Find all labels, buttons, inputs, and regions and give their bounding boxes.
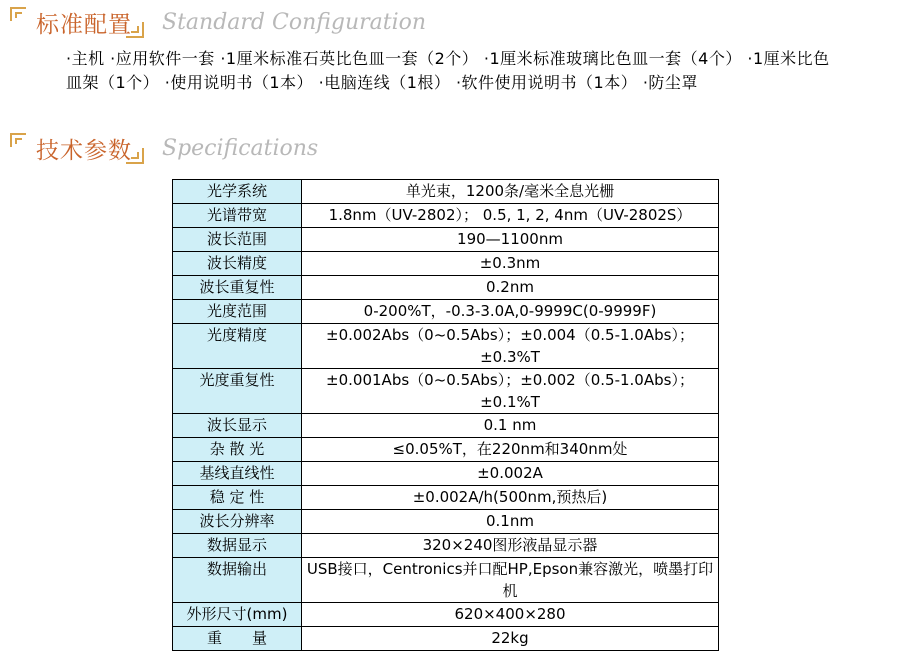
spec-value: 22kg [302, 627, 719, 651]
spec-value: ≤0.05%T，在220nm和340nm处 [302, 438, 719, 462]
corner-ornament-icon [126, 22, 144, 38]
spec-label: 杂 散 光 [173, 438, 302, 462]
specs-title-box [8, 130, 140, 166]
spec-label: 波长精度 [173, 252, 302, 276]
corner-ornament-icon [10, 7, 26, 21]
table-row [173, 204, 719, 228]
spec-label: 稳 定 性 [173, 486, 302, 510]
spec-label: 光度重复性 [173, 369, 302, 414]
spec-value: 0-200%T，-0.3-3.0A,0-9999C(0-9999F) [302, 300, 719, 324]
spec-label: 波长分辨率 [173, 510, 302, 534]
table-row [173, 510, 719, 534]
table-row [173, 627, 719, 651]
spec-value: ±0.002A/h(500nm,预热后) [302, 486, 719, 510]
config-title-box [8, 4, 140, 40]
table-row [173, 180, 719, 204]
spec-value: USB接口，Centronics并口配HP,Epson兼容激光，喷墨打印机 [302, 558, 719, 603]
spec-value: ±0.002A [302, 462, 719, 486]
spec-value: 单光束，1200条/毫米全息光栅 [302, 180, 719, 204]
specs-cn-title: 技术参数 [36, 137, 132, 164]
table-row [173, 300, 719, 324]
table-row [173, 276, 719, 300]
spec-value: 320×240图形液晶显示器 [302, 534, 719, 558]
table-row [173, 414, 719, 438]
corner-ornament-icon [126, 148, 144, 164]
specs-section-header [8, 130, 318, 166]
spec-label: 光度精度 [173, 324, 302, 369]
specs-en-title: Specifications [162, 135, 319, 161]
spec-value: ±0.002Abs（0~0.5Abs）；±0.004（0.5-1.0Abs）；±0.3%T [302, 324, 719, 369]
spec-label: 基线直线性 [173, 462, 302, 486]
table-row [173, 324, 719, 369]
spec-value: 1.8nm（UV-2802）； 0.5, 1, 2, 4nm（UV-2802S） [302, 204, 719, 228]
spec-label: 数据显示 [173, 534, 302, 558]
spec-label: 波长重复性 [173, 276, 302, 300]
spec-label: 光学系统 [173, 180, 302, 204]
spec-value: 0.1nm [302, 510, 719, 534]
table-row [173, 462, 719, 486]
config-section-header [8, 4, 426, 40]
table-row [173, 438, 719, 462]
spec-value: ±0.001Abs（0~0.5Abs）；±0.002（0.5-1.0Abs）；±0.1%T [302, 369, 719, 414]
spec-label: 光谱带宽 [173, 204, 302, 228]
config-list-text: ·主机 ·应用软件一套 ·1厘米标准石英比色皿一套（2个） ·1厘米标准玻璃比色皿一套（4个） ·1厘米比色皿架（1个） ·使用说明书（1本） ·电脑连线（1根） ·软件使用说明书（1本） ·防尘罩 [66, 49, 830, 92]
config-en-title: Standard Configuration [162, 9, 427, 35]
table-row [173, 369, 719, 414]
table-row [173, 558, 719, 603]
spec-value: 0.2nm [302, 276, 719, 300]
spec-value: ±0.3nm [302, 252, 719, 276]
spec-value: 190—1100nm [302, 228, 719, 252]
spec-table [172, 179, 719, 651]
config-cn-title: 标准配置 [36, 11, 132, 38]
spec-label: 光度范围 [173, 300, 302, 324]
corner-ornament-icon [10, 133, 26, 147]
spec-label: 数据输出 [173, 558, 302, 603]
table-row [173, 603, 719, 627]
table-row [173, 534, 719, 558]
table-row [173, 228, 719, 252]
spec-value: 620×400×280 [302, 603, 719, 627]
spec-value: 0.1 nm [302, 414, 719, 438]
spec-label: 波长显示 [173, 414, 302, 438]
spec-label: 波长范围 [173, 228, 302, 252]
spec-label: 重 量 [173, 627, 302, 651]
table-row [173, 486, 719, 510]
table-row [173, 252, 719, 276]
spec-label: 外形尺寸(mm) [173, 603, 302, 627]
